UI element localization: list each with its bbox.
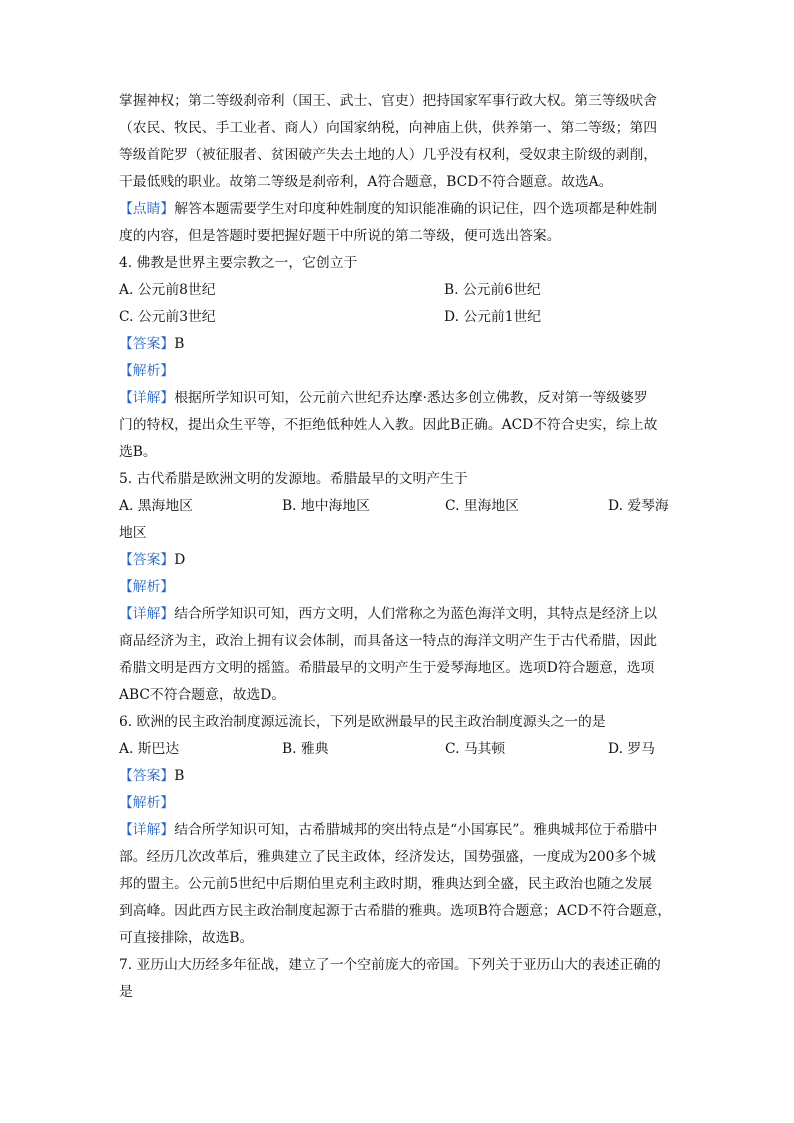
question-4-detail-line: 门的特权，提出众生平等，不拒绝低种姓人入教。因此B正确。ACD不符合史实，综上故: [119, 417, 658, 433]
answer-tag: 【答案】: [119, 336, 175, 352]
question-5-options-row: [119, 493, 676, 520]
question-5-analysis-tag: 【解析】: [119, 579, 175, 595]
option-a: A. 斯巴达: [119, 741, 180, 757]
question-6-detail-line: 可直接排除，故选B。: [119, 930, 254, 946]
question-5-detail-line: [119, 601, 676, 628]
detail-text: 结合所学知识可知，西方文明，人们常称之为蓝色海洋文明，其特点是经济上以: [174, 606, 658, 622]
question-6-stem: 6. 欧洲的民主政治制度源远流长，下列是欧洲最早的民主政治制度源头之一的是: [119, 714, 606, 730]
option-d: D. 爱琴海: [608, 498, 669, 514]
question-5-detail-line: 希腊文明是西方文明的摇篮。希腊最早的文明产生于爱琴海地区。选项D符合题意，选项: [119, 660, 655, 676]
tip-line: [119, 196, 676, 223]
detail-tag: 【详解】: [119, 822, 175, 838]
question-6-options-row: [119, 736, 676, 763]
answer-tag: 【答案】: [119, 768, 175, 784]
question-6-answer: [119, 763, 676, 790]
option-a: A. 黑海地区: [119, 498, 193, 514]
question-5-detail-line: 商品经济为主，政治上拥有议会体制，而具备这一特点的海洋文明产生于古代希腊，因此: [119, 633, 658, 649]
detail-text: 结合所学知识可知，古希腊城邦的突出特点是“小国寡民”。雅典城邦位于希腊中: [174, 822, 658, 838]
answer-value: D: [174, 552, 186, 568]
option-d-wrap: 地区: [119, 525, 147, 541]
paragraph-line: 掌握神权；第二等级刹帝利（国王、武士、官吏）把持国家军事行政大权。第三等级吠舍: [119, 93, 658, 109]
option-b: B. 公元前6世纪: [444, 282, 541, 298]
detail-tag: 【详解】: [119, 606, 175, 622]
tip-text: 解答本题需要学生对印度种姓制度的知识能准确的识记住，四个选项都是种姓制: [174, 201, 658, 217]
question-6-detail-line: [119, 817, 676, 844]
question-4-detail-line: [119, 385, 676, 412]
question-5-detail-line: ABC不符合题意，故选D。: [119, 687, 286, 703]
question-4-options-row-1: [119, 277, 676, 304]
tip-tag: 【点睛】: [119, 201, 175, 217]
option-d: D. 罗马: [608, 741, 655, 757]
paragraph-line: 干最低贱的职业。故第二等级是刹帝利，A符合题意，BCD不符合题意。故选A。: [119, 174, 613, 190]
question-4-options-row-2: [119, 304, 676, 331]
option-b: B. 地中海地区: [282, 498, 370, 514]
question-7-stem-wrap: 是: [119, 984, 133, 1000]
option-c: C. 里海地区: [445, 498, 520, 514]
question-4-stem: 4. 佛教是世界主要宗教之一，它创立于: [119, 255, 358, 271]
option-d: D. 公元前1世纪: [444, 309, 542, 325]
document-content: [119, 88, 676, 1006]
paragraph-line: 等级首陀罗（被征服者、贫困破产失去土地的人）几乎没有权利，受奴隶主阶级的剥削，: [119, 147, 658, 163]
detail-text: 根据所学知识可知，公元前六世纪乔达摩·悉达多创立佛教，反对第一等级婆罗: [174, 390, 648, 406]
question-4-answer: [119, 331, 676, 358]
option-c: C. 马其顿: [445, 741, 506, 757]
answer-value: B: [174, 336, 185, 352]
question-6-detail-line: 邦的盟主。公元前5世纪中后期伯里克利主政时期，雅典达到全盛，民主政治也随之发展: [119, 876, 653, 892]
tip-line: 度的内容，但是答题时要把握好题干中所说的第二等级，便可选出答案。: [119, 228, 561, 244]
paragraph-line: （农民、牧民、手工业者、商人）向国家纳税，向神庙上供，供养第一、第二等级；第四: [119, 120, 658, 136]
detail-tag: 【详解】: [119, 390, 175, 406]
question-6-analysis-tag: 【解析】: [119, 795, 175, 811]
question-4-detail-line: 选B。: [119, 444, 157, 460]
question-5-answer: [119, 547, 676, 574]
answer-tag: 【答案】: [119, 552, 175, 568]
option-a: A. 公元前8世纪: [119, 282, 216, 298]
question-6-detail-line: 部。经历几次改革后，雅典建立了民主政体，经济发达，国势强盛，一度成为200多个城: [119, 849, 656, 865]
question-7-stem: 7. 亚历山大历经多年征战，建立了一个空前庞大的帝国。下列关于亚历山大的表述正确的: [119, 957, 661, 973]
question-4-analysis-tag: 【解析】: [119, 363, 175, 379]
answer-value: B: [174, 768, 185, 784]
option-b: B. 雅典: [282, 741, 329, 757]
option-c: C. 公元前3世纪: [119, 309, 216, 325]
question-6-detail-line: 到高峰。因此西方民主政治制度起源于古希腊的雅典。选项B符合题意；ACD不符合题意，: [119, 903, 672, 919]
question-5-stem: 5. 古代希腊是欧洲文明的发源地。希腊最早的文明产生于: [119, 471, 468, 487]
